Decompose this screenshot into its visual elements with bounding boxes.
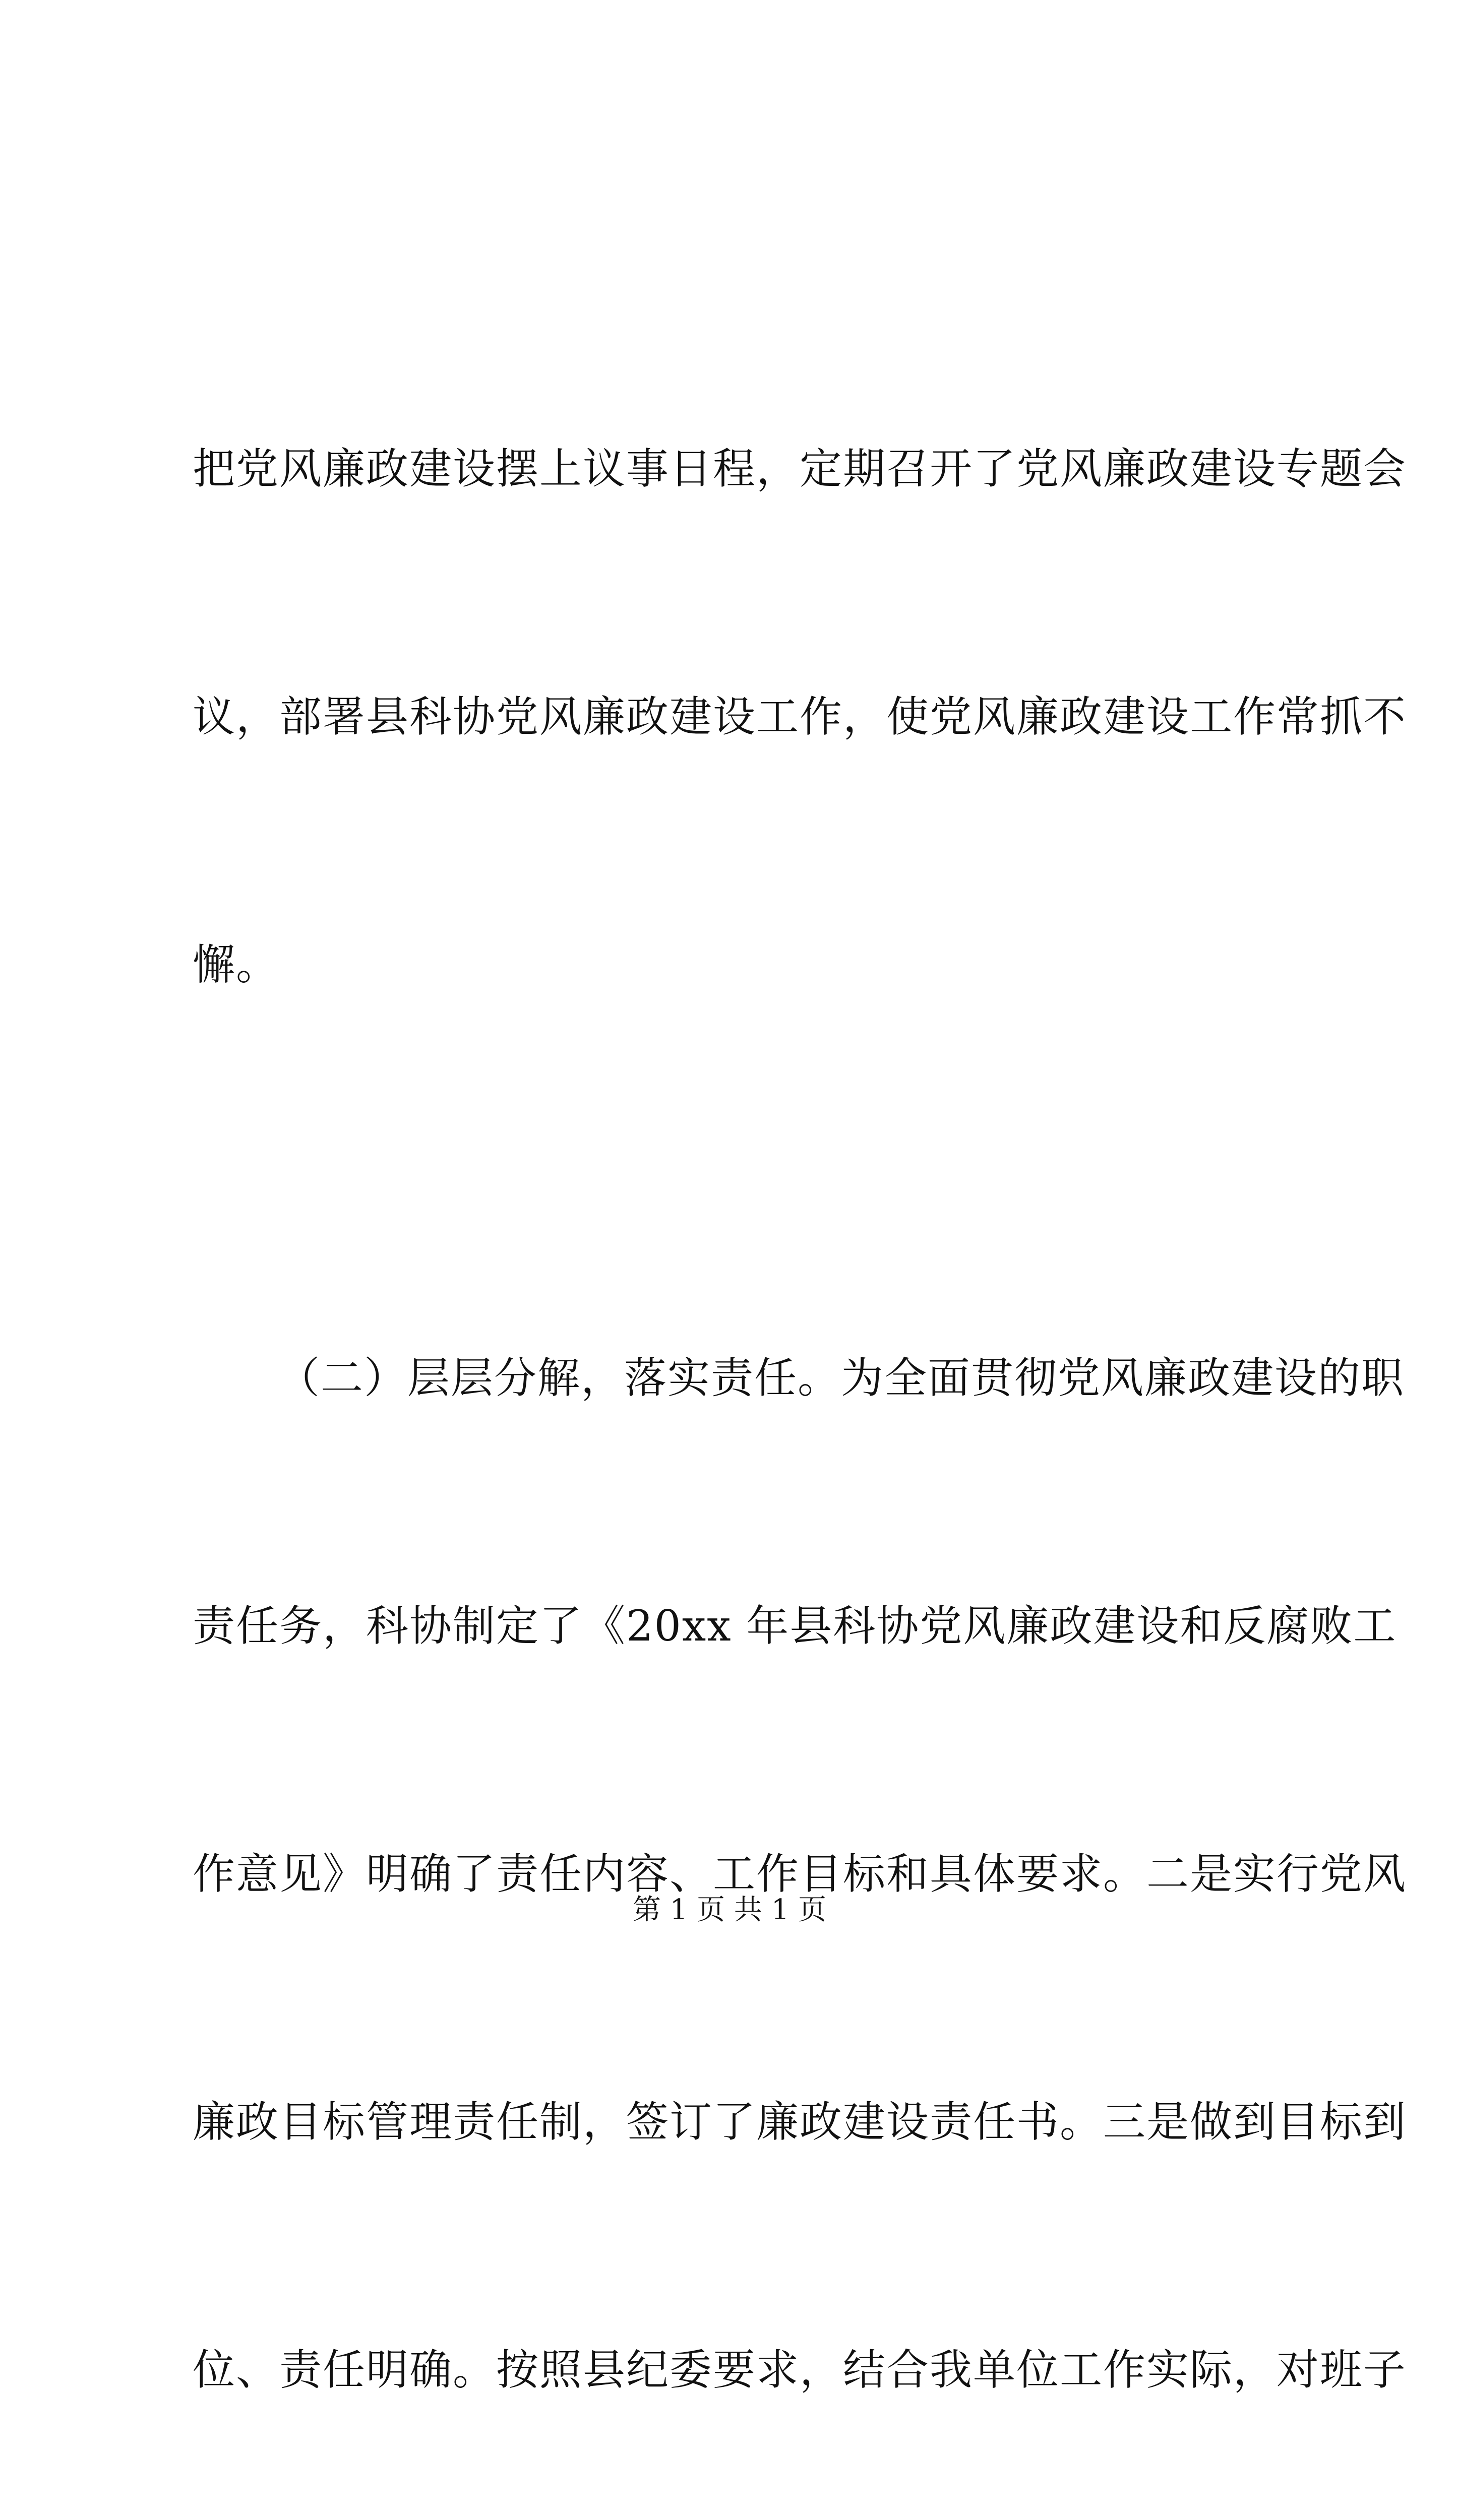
document-body bbox=[193, 262, 1407, 2520]
text-line: 廉政目标管理责任制，签订了廉政建设责任书。三是做到目标到 bbox=[193, 2097, 1407, 2147]
text-line: 议，部署县科协党风廉政建设工作，使党风廉政建设工作常抓不 bbox=[193, 692, 1407, 741]
text-line: 懈。 bbox=[193, 940, 280, 989]
text-line: 位、责任明确。按照县纪委要求，结合我单位工作实际，对班子 bbox=[193, 2345, 1407, 2395]
text-line: 作意见》明确了责任内容、工作目标和具体要求。二是实行党风 bbox=[193, 1849, 1407, 1899]
text-line: 把党风廉政建设摆上议事日程，定期召开了党风廉政建设专题会 bbox=[193, 444, 1407, 493]
page-footer bbox=[0, 1893, 1459, 1928]
paragraph bbox=[193, 1171, 1407, 2520]
page-number-label: 第 1 页 共 1 页 bbox=[632, 1894, 827, 1926]
paragraph bbox=[193, 262, 1407, 1171]
text-line: （二）层层分解，落实责任。为全面贯彻党风廉政建设的职 bbox=[277, 1353, 1405, 1403]
text-line: 责任务，科协制定了《20xx 年县科协党风廉政建设和反腐败工 bbox=[193, 1601, 1397, 1651]
